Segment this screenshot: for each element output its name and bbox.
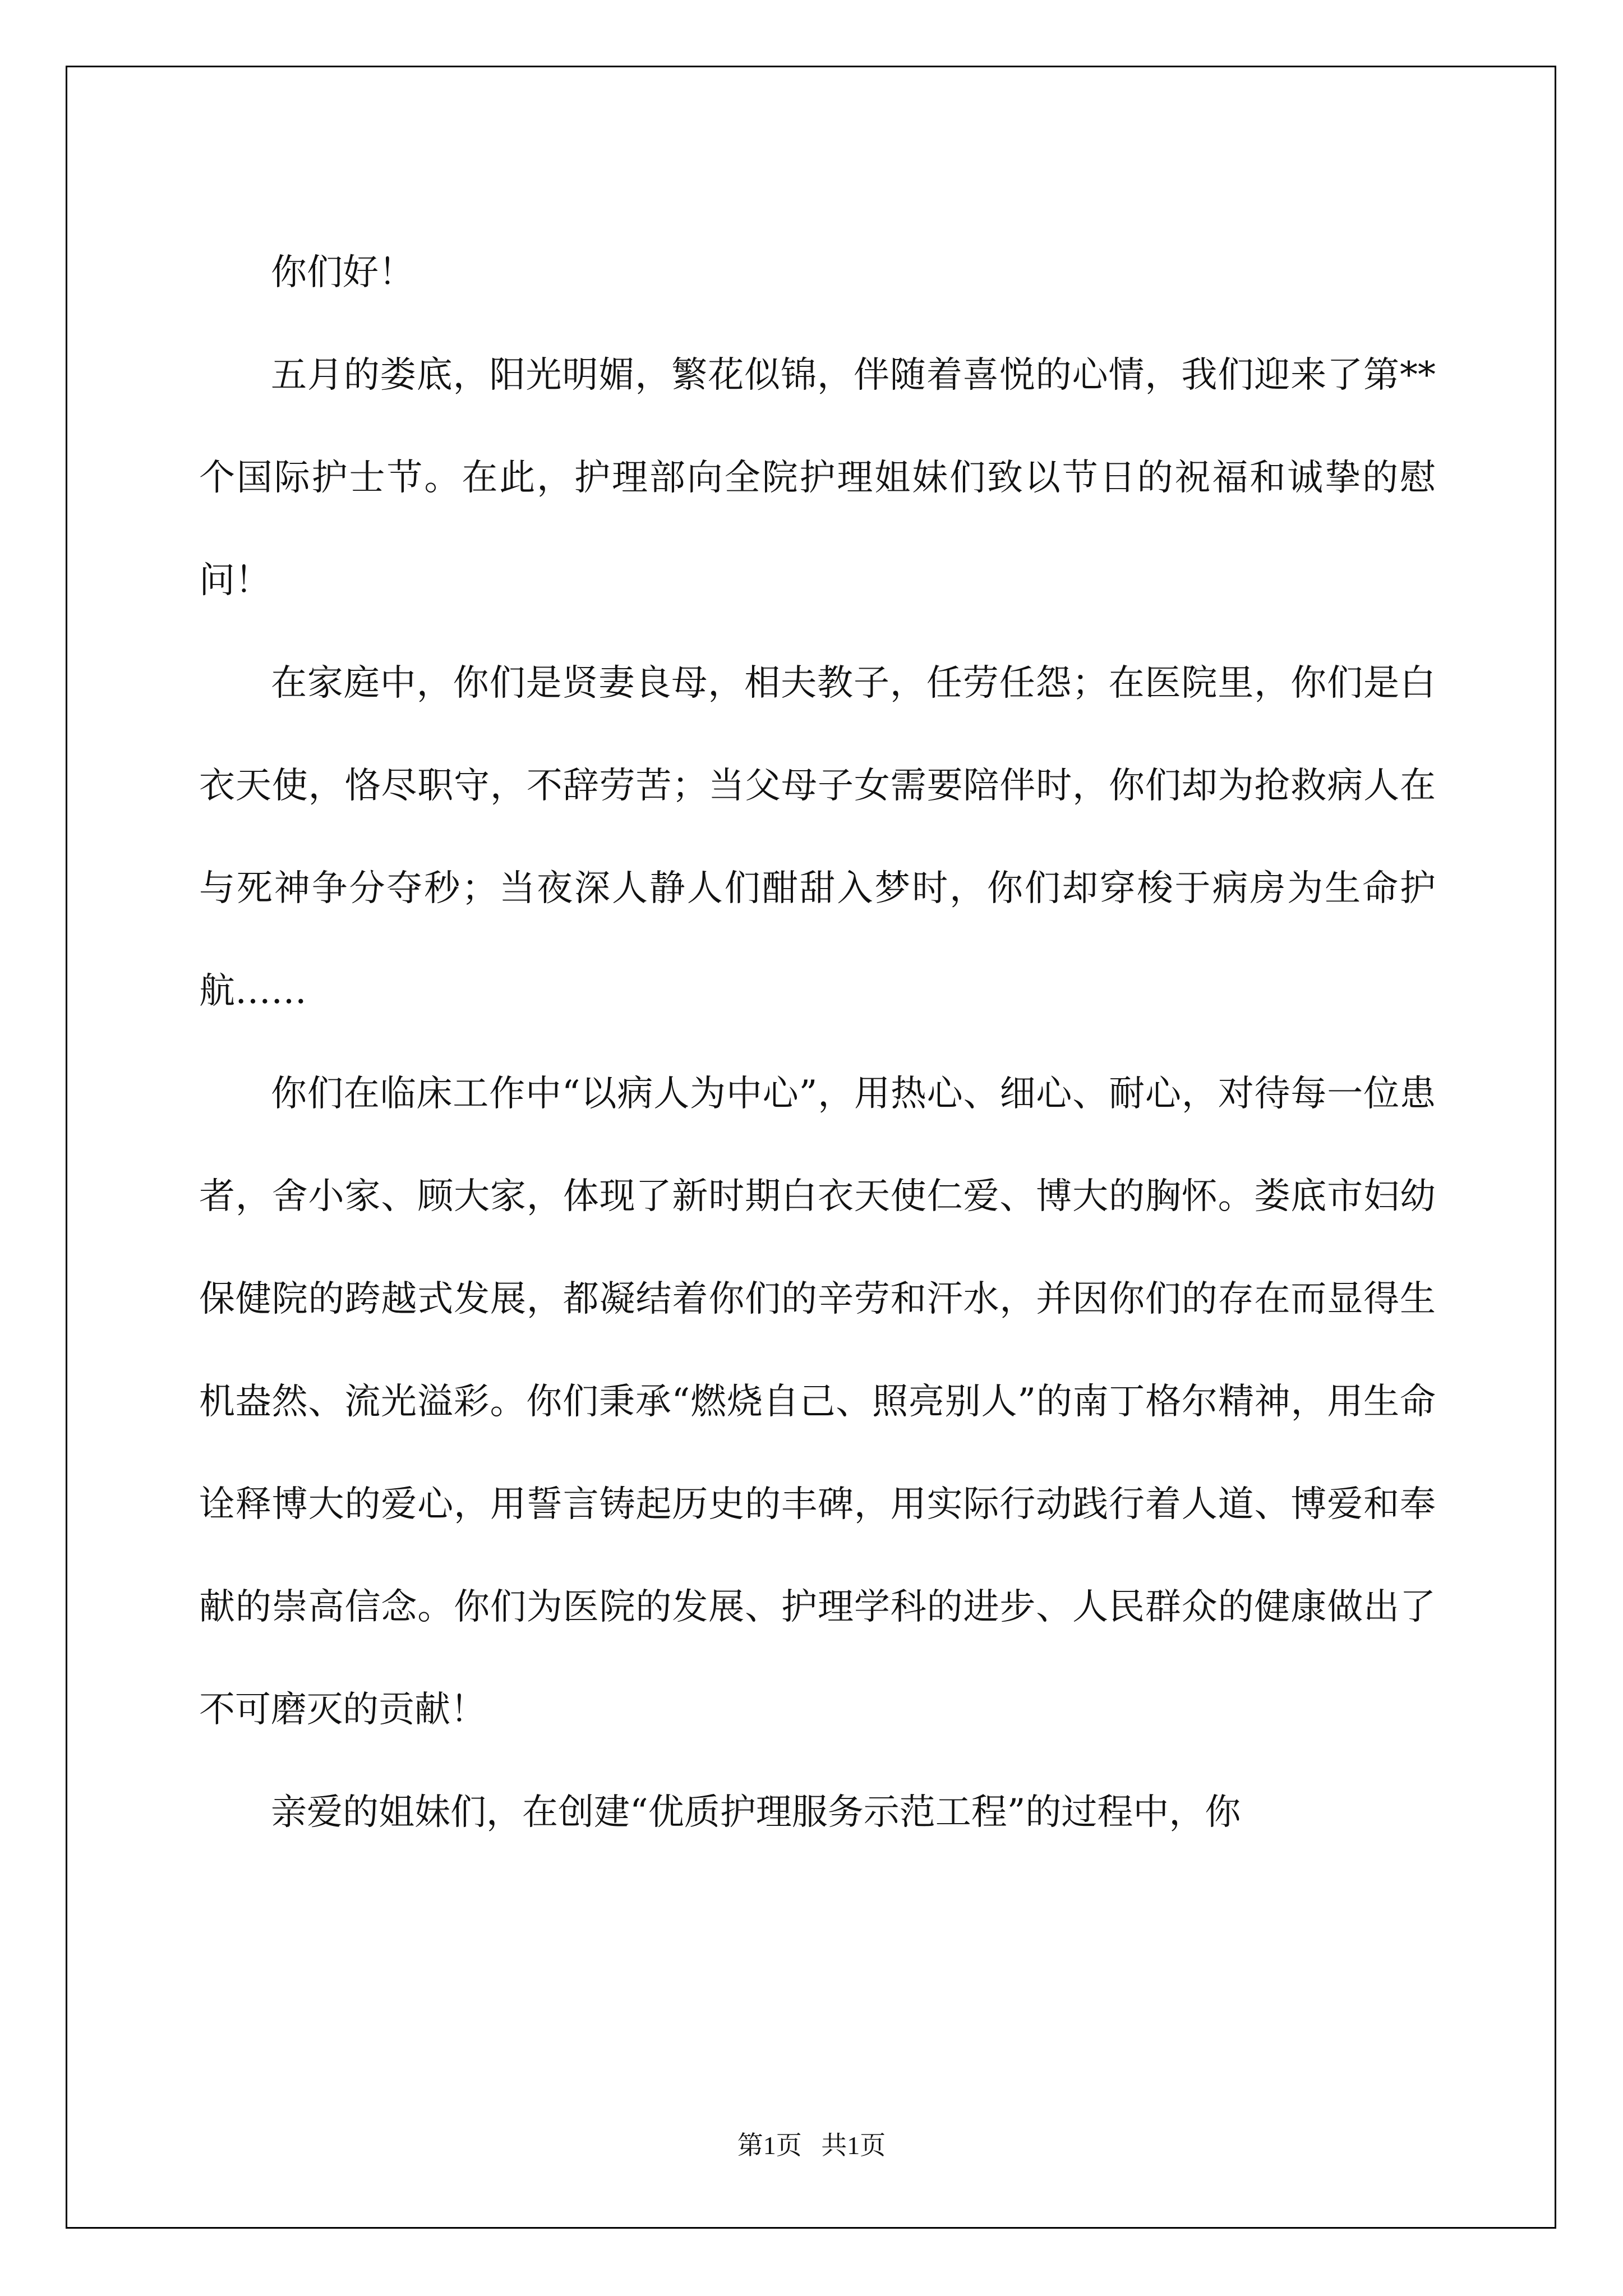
- paragraph-family-hospital: 在家庭中，你们是贤妻良母，相夫教子，任劳任怨；在医院里，你们是白衣天使，恪尽职守，不辞劳苦；当父母子女需要陪伴时，你们却为抢救病人在与死神争分夺秒；当夜深人静人们酣甜入梦时，你们却穿梭于病房为生命护航……: [199, 662, 1436, 1012]
- paragraph-nurses-day: 五月的娄底，阳光明媚，繁花似锦，伴随着喜悦的心情，我们迎来了第**个国际护士节。在此，护理部向全院护理姐妹们致以节日的祝福和诚挚的慰问！: [199, 355, 1436, 601]
- paragraph-sisters: 亲爱的姐妹们，在创建“优质护理服务示范工程”的过程中，你: [271, 1792, 1241, 1833]
- paragraph-clinical-work: 你们在临床工作中“以病人为中心”，用热心、细心、耐心，对待每一位患者，舍小家、顾大家，体现了新时期白衣天使仁爱、博大的胸怀。娄底市妇幼保健院的跨越式发展，都凝结着你们的辛劳和汗水，并因你们的存在而显得生机盎然、流光溢彩。你们秉承“燃烧自己、照亮别人”的南丁格尔精神，用生命诠释博大的爱心，用誓言铸起历史的丰碑，用实际行动践行着人道、博爱和奉献的崇高信念。你们为医院的发展、护理学科的进步、人民群众的健康做出了不可磨灭的贡献！: [199, 1073, 1436, 1731]
- document-body: [199, 222, 1436, 1864]
- page-footer: [0, 2129, 1623, 2162]
- paragraph-greeting: 你们好！: [271, 252, 414, 293]
- page-number-label: 第1页 共1页: [737, 2131, 886, 2160]
